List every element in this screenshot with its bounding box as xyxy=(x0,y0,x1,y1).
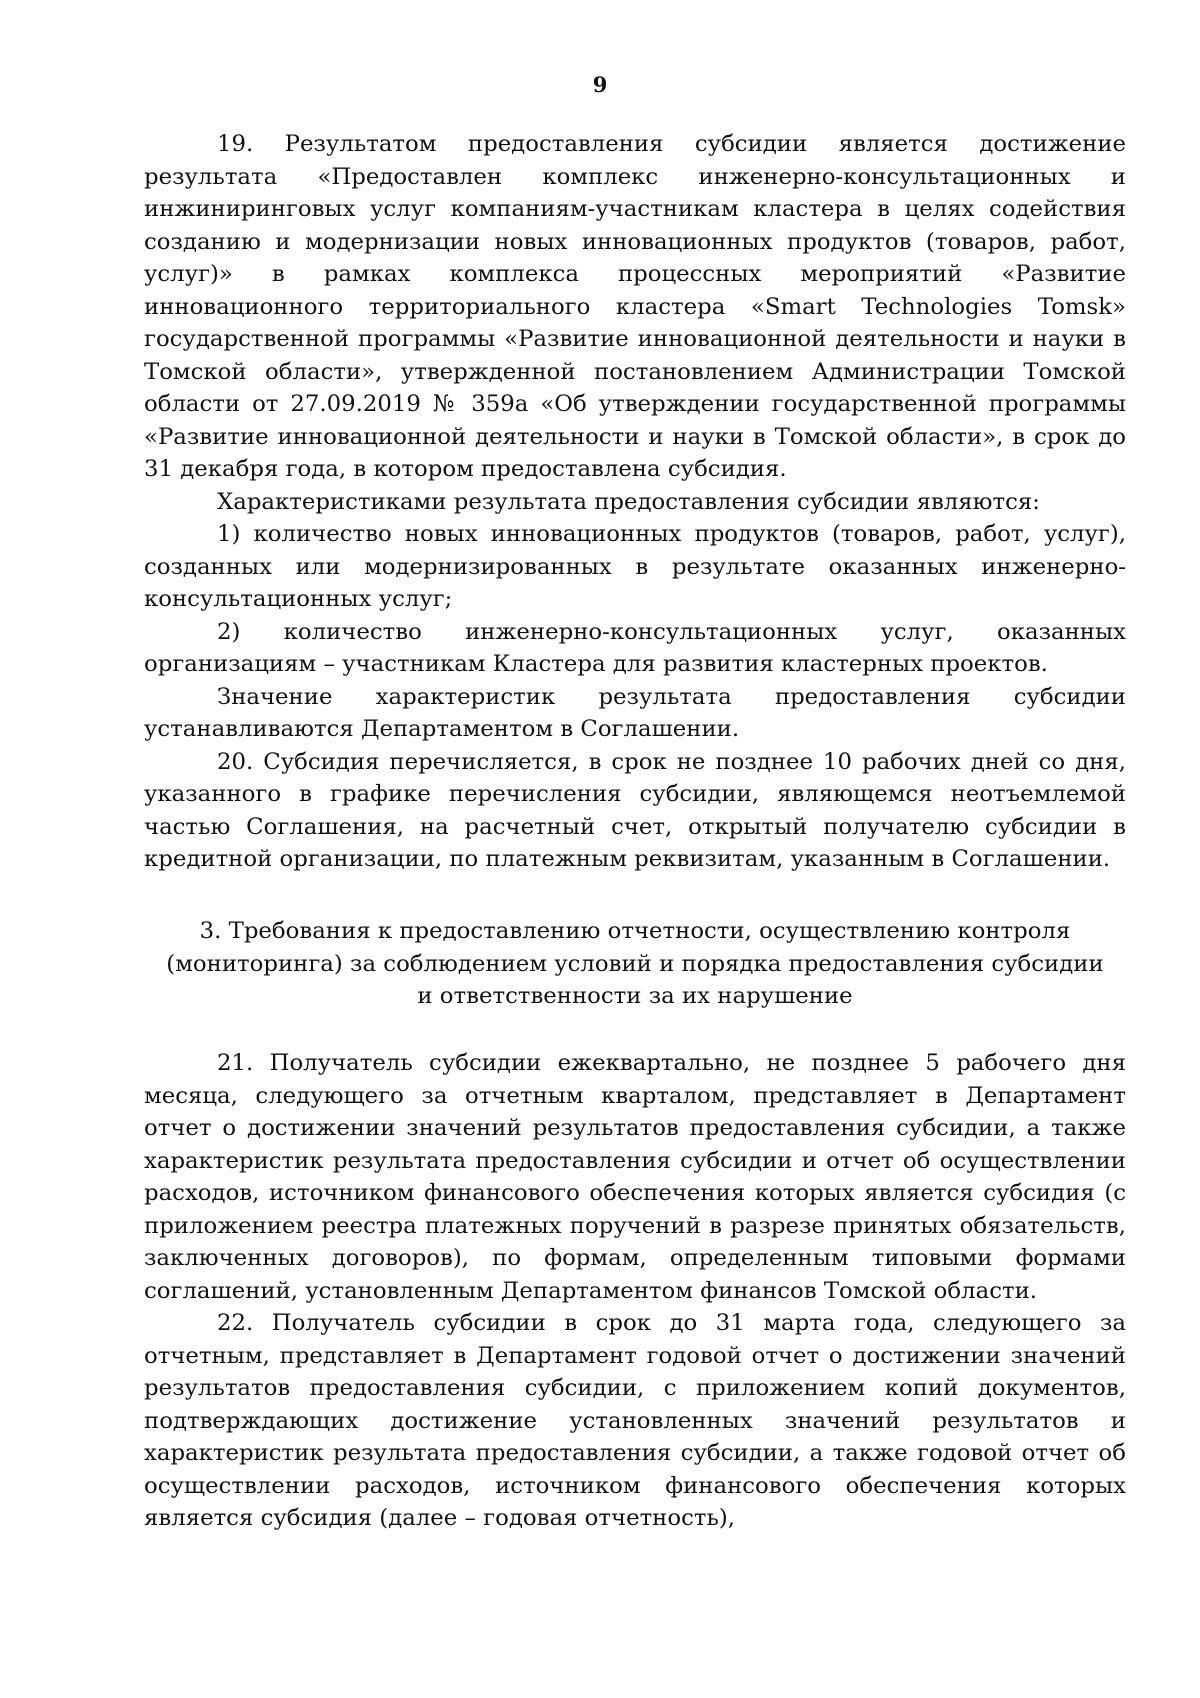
section-heading-line: (мониторинга) за соблюдением условий и порядка предоставления субсидии xyxy=(166,950,1104,977)
section-heading-line: 3. Требования к предоставлению отчетности, осуществлению контроля xyxy=(199,918,1071,944)
body-block-1 xyxy=(144,128,1126,876)
list-item-1: 1) количество новых инновационных продуктов (товаров, работ, услуг), созданных или модернизированных в результате оказанных инженерно-консультационных услуг; xyxy=(144,521,1126,612)
paragraph-22: 22. Получатель субсидии в срок до 31 марта года, следующего за отчетным, представляет в Департамент годовой отчет о достижении значений результатов предоставления субсидии, с приложением копий документов, подтверждающих достижение установленных значений результатов и характеристик результата предоставления субсидии, а также годовой отчет об осуществлении расходов, источником финансового обеспечения которых является субсидия (далее – годовая отчетность), xyxy=(144,1310,1126,1531)
body-block-2 xyxy=(144,1047,1126,1535)
paragraph-21: 21. Получатель субсидии ежеквартально, не позднее 5 рабочего дня месяца, следующего за отчетным кварталом, представляет в Департамент отчет о достижении значений результатов предоставления субсидии, а также характеристик результата предоставления субсидии и отчет об осуществлении расходов, источником финансового обеспечения которых является субсидия (с приложением реестра платежных поручений в разрезе принятых обязательств, заключенных договоров), по формам, определенным типовыми формами соглашений, установленным Департаментом финансов Томской области. xyxy=(144,1050,1126,1304)
paragraph-20: 20. Субсидия перечисляется, в срок не позднее 10 рабочих дней со дня, указанного в графике перечисления субсидии, являющемся неотъемлемой частью Соглашения, на расчетный счет, открытый получателю субсидии в кредитной организации, по платежным реквизитам, указанным в Соглашении. xyxy=(144,748,1126,872)
page-number: 9 xyxy=(592,72,608,97)
section-3-heading xyxy=(144,915,1126,1013)
section-heading-line: и ответственности за их нарушение xyxy=(417,983,853,1009)
paragraph-characteristics-intro: Характеристиками результата предоставления субсидии являются: xyxy=(217,488,1040,515)
list-item-2: 2) количество инженерно-консультационных услуг, оказанных организациям – участникам Кластера для развития кластерных проектов. xyxy=(144,618,1126,677)
paragraph-values-note: Значение характеристик результата предоставления субсидии устанавливаются Департаментом в Соглашении. xyxy=(144,683,1126,742)
paragraph-19: 19. Результатом предоставления субсидии является достижение результата «Предоставлен комплекс инженерно-консультационных и инжиниринговых услуг компаниям-участникам кластера в целях содействия созданию и модернизации новых инновационных продуктов (товаров, работ, услуг)» в рамках комплекса процессных мероприятий «Развитие инновационного территориального кластера «Smart Technologies Tomsk» государственной программы «Развитие инновационной деятельности и науки в Томской области», утвержденной постановлением Администрации Томской области от 27.09.2019 № 359а «Об утверждении государственной программы «Развитие инновационной деятельности и науки в Томской области», в срок до 31 декабря года, в котором предоставлена субсидия. xyxy=(144,131,1126,482)
